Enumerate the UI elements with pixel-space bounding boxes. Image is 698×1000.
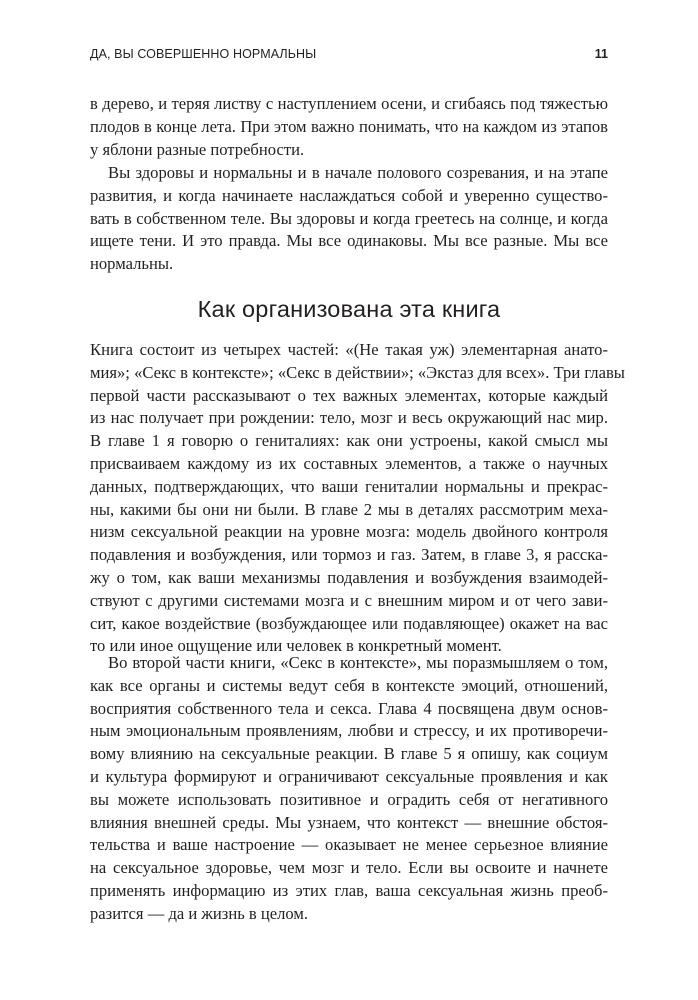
text-line: развития, и когда начинаете наслаждаться собой и уверенно существо- [90, 185, 608, 205]
paragraph-continued [90, 93, 608, 161]
text-line: В главе 1 я говорю о гениталиях: как они устроены, какой смысл мы [90, 431, 608, 451]
text-line: данных, подтверждающих, что ваши гениталии нормальны и прекрас- [90, 476, 608, 496]
text-line: на сексуальное здоровье, чем мозг и тело. Если вы освоите и начнете [90, 858, 608, 878]
text-line: Во второй части книги, «Секс в контексте», мы поразмышляем о том, [108, 653, 608, 672]
text-line: вать в собственном теле. Вы здоровы и когда греетесь на солнце, и когда [90, 208, 608, 228]
text-line: восприятия собственного тела и секса. Глава 4 посвящена двум основ- [90, 698, 608, 718]
section-heading: Как организована эта книга [197, 296, 501, 322]
text-line: Вы здоровы и нормальны и в начале полового созревания, и на этапе [108, 163, 608, 182]
text-line: применять информацию из этих глав, ваша сексуальная жизнь преоб- [90, 880, 608, 900]
text-line: первой части рассказывают о тех важных элементах, которые каждый [90, 385, 608, 405]
text-line: влияния внешней среды. Мы узнаем, что контекст — внешние обстоя- [90, 812, 608, 832]
text-line: ны, какими бы они ни были. В главе 2 мы в деталях рассмотрим меха- [90, 499, 608, 519]
text-line: низм сексуальной реакции на уровне мозга: модель двойного контроля [90, 522, 608, 542]
running-title: ДА, ВЫ СОВЕРШЕННО НОРМАЛЬНЫ [90, 47, 317, 61]
paragraph-normality [90, 162, 608, 276]
text-line: ищете тени. И это правда. Мы все одинаковы. Мы все разные. Мы все [90, 231, 608, 251]
text-line: из нас получает при рождении: тело, мозг и весь окружающий нас мир. [90, 408, 608, 428]
text-line: и культура формируют и ограничивают сексуальные проявления и как [90, 766, 608, 786]
text-line: в дерево, и теряя листву с наступлением осени, и сгибаясь под тяжестью [90, 94, 608, 113]
text-line: у яблони разные потребности. [90, 139, 305, 159]
text-line: нормальны. [90, 254, 174, 274]
paragraph-part-two [90, 652, 608, 926]
text-line: сит, какое воздействие (возбуждающее или подавляющее) окажет на вас [90, 613, 608, 633]
text-line: разится — да и жизнь в целом. [90, 903, 309, 923]
text-line: жу о том, как ваши механизмы подавления и возбуждения взаимодей- [90, 567, 608, 587]
text-line: ным эмоциональным проявлениям, любви и стрессу, и их противоречи- [90, 721, 608, 741]
text-line: то или иное ощущение или человек в конкретный момент. [90, 636, 502, 656]
text-line: подавления и возбуждения, или тормоз и газ. Затем, в главе 3, я расска- [90, 545, 608, 565]
text-line: Книга состоит из четырех частей: «(Не такая уж) элементарная анато- [90, 340, 608, 359]
page-number: 11 [594, 47, 608, 61]
text-line: как все органы и системы ведут себя в контексте эмоций, отношений, [90, 675, 608, 695]
text-line: вому влиянию на сексуальные реакции. В главе 5 я опишу, как социум [90, 744, 608, 764]
text-line: присваиваем каждому из их составных элементов, а также о научных [90, 453, 608, 473]
text-line: вы можете использовать позитивное и оградить себя от негативного [90, 789, 608, 809]
page-header [90, 47, 608, 67]
text-line: тельства и ваше настроение — оказывает не менее серьезное влияние [90, 835, 608, 855]
text-line: мия»; «Секс в контексте»; «Секс в действии»; «Экстаз для всех». Три главы [90, 362, 625, 382]
text-line: ствуют с другими системами мозга и с внешним миром и от чего зави- [90, 590, 608, 610]
paragraph-book-structure [90, 339, 625, 658]
text-line: плодов в конце лета. При этом важно понимать, что на каждом из этапов [90, 116, 608, 136]
